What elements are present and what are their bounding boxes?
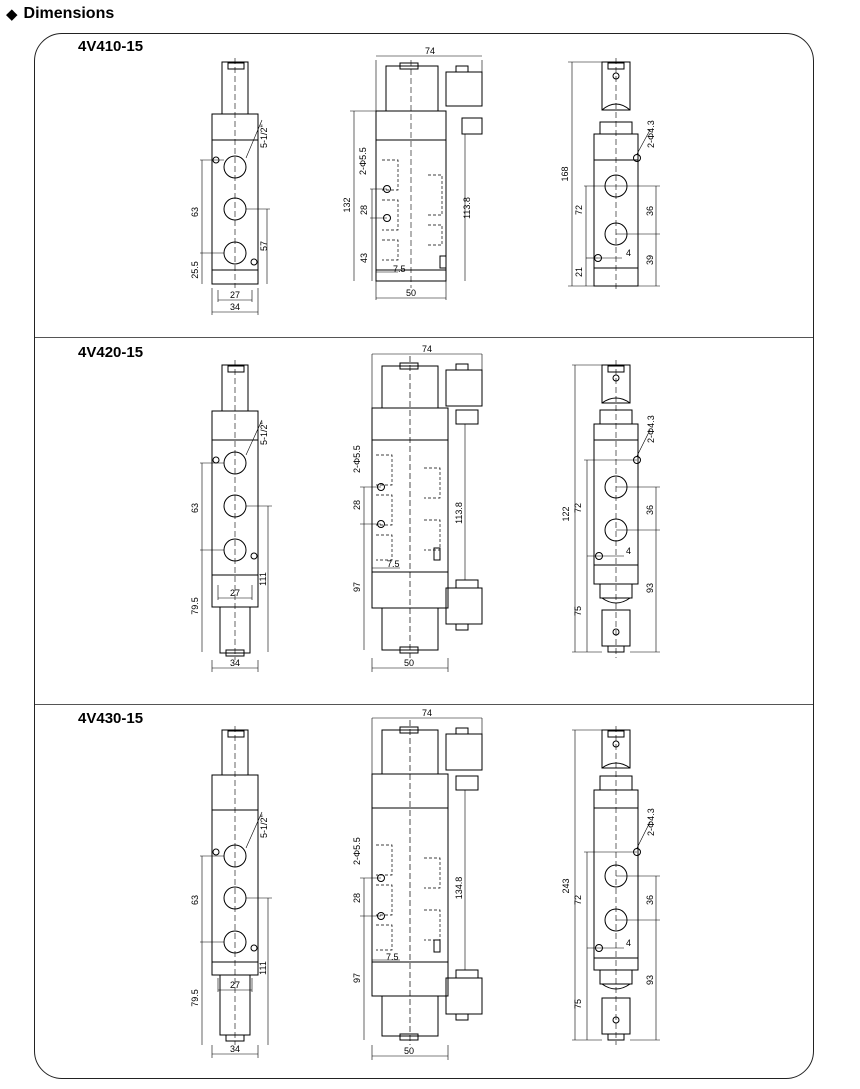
dim-s2-side-height: 97: [352, 581, 362, 593]
dim-s2-side-pitch: 28: [352, 499, 362, 511]
dim-s2-front-right: 111: [258, 572, 268, 586]
dim-s3-side-holes: 2-Φ5.5: [352, 837, 362, 865]
dim-s1-side-pitch: 28: [359, 204, 369, 216]
dim-s3-rear-total: 243: [561, 878, 571, 894]
dim-s1-front-pitch: 63: [190, 206, 200, 218]
dim-s2-side-width: 50: [403, 658, 415, 668]
dim-s3-port: 5-1/2": [259, 814, 269, 838]
dim-s3-rear-holes: 2-Φ4.3: [646, 808, 656, 836]
front-view-2: [200, 360, 272, 672]
dim-s3-front-bottom: 79.5: [190, 989, 200, 1007]
dim-s2-side-top: 74: [421, 344, 433, 354]
dim-s1-rear-total: 168: [560, 166, 570, 182]
dim-s3-side-offset: 7.5: [386, 952, 399, 962]
dim-s2-side-holes: 2-Φ5.5: [352, 445, 362, 473]
dim-s3-side-pitch: 28: [352, 892, 362, 904]
dim-s1-front-right: 57: [259, 240, 269, 252]
dim-s2-front-pitch: 63: [190, 502, 200, 514]
dim-s2-front-inner: 27: [229, 588, 241, 598]
dim-s3-rear-base: 75: [573, 998, 583, 1010]
dim-s2-rear-pitch: 72: [573, 502, 583, 514]
rear-view-3: [572, 726, 660, 1045]
dim-s3-rear-upper: 36: [645, 894, 655, 906]
dim-s2-rear-upper: 36: [645, 504, 655, 516]
dim-s3-front-outer: 34: [229, 1044, 241, 1054]
dim-s3-rear-pitch: 72: [573, 894, 583, 906]
model-label-2: 4V420-15: [78, 344, 144, 361]
dim-s3-rear-holeoff: 4: [626, 938, 632, 948]
dim-s3-front-inner: 27: [229, 980, 241, 990]
dim-s1-side-coil: 113.8: [462, 197, 472, 219]
dim-s1-rear-lower: 39: [645, 254, 655, 266]
dim-s1-side-height: 132: [342, 197, 352, 213]
model-label-1: 4V410-15: [78, 38, 144, 55]
dim-s3-side-width: 50: [403, 1046, 415, 1056]
dim-s1-port: 5-1/2": [259, 124, 269, 148]
dim-s2-front-bottom: 79.5: [190, 597, 200, 615]
dim-s2-front-outer: 34: [229, 658, 241, 668]
dim-s1-rear-base: 21: [574, 266, 584, 278]
dim-s1-side-base: 43: [359, 252, 369, 264]
dim-s1-side-width: 50: [405, 288, 417, 298]
dim-s1-side-offset: 7.5: [393, 264, 406, 274]
dim-s1-side-holes: 2-Φ5.5: [358, 147, 368, 175]
dim-s1-side-top: 74: [424, 46, 436, 56]
dim-s2-rear-lower: 93: [645, 582, 655, 594]
dim-s1-front-inner: 27: [229, 290, 241, 300]
dim-s2-rear-holes: 2-Φ4.3: [646, 415, 656, 443]
dim-s3-side-coil: 134.8: [454, 876, 464, 900]
dim-s3-side-height: 97: [352, 972, 362, 984]
model-label-3: 4V430-15: [78, 710, 144, 727]
dim-s3-side-top: 74: [421, 708, 433, 718]
front-view-3: [200, 726, 272, 1058]
dim-s1-front-outer: 34: [229, 302, 241, 312]
dim-s1-rear-holes: 2-Φ4.3: [646, 120, 656, 148]
diamond-bullet-icon: ◆: [6, 5, 18, 23]
dim-s2-rear-base: 75: [573, 605, 583, 617]
header-title: Dimensions: [23, 5, 115, 22]
dim-s3-front-pitch: 63: [190, 894, 200, 906]
dim-s2-rear-holeoff: 4: [626, 546, 632, 556]
dim-s1-front-bottom: 25.5: [190, 261, 200, 279]
dim-s3-rear-lower: 93: [645, 974, 655, 986]
dim-s1-rear-holeoff: 4: [626, 248, 632, 258]
dim-s2-side-coil: 113.8: [454, 502, 464, 524]
dim-s1-rear-upper: 36: [645, 205, 655, 217]
dim-s3-front-right: 111: [258, 961, 268, 975]
side-view-1: [350, 56, 482, 300]
dim-s1-rear-pitch: 72: [574, 204, 584, 216]
front-view-1: [200, 58, 270, 315]
dim-s2-side-offset: 7.5: [387, 559, 400, 569]
dim-s2-rear-total: 122: [561, 506, 571, 522]
dim-s2-port: 5-1/2": [259, 421, 269, 445]
